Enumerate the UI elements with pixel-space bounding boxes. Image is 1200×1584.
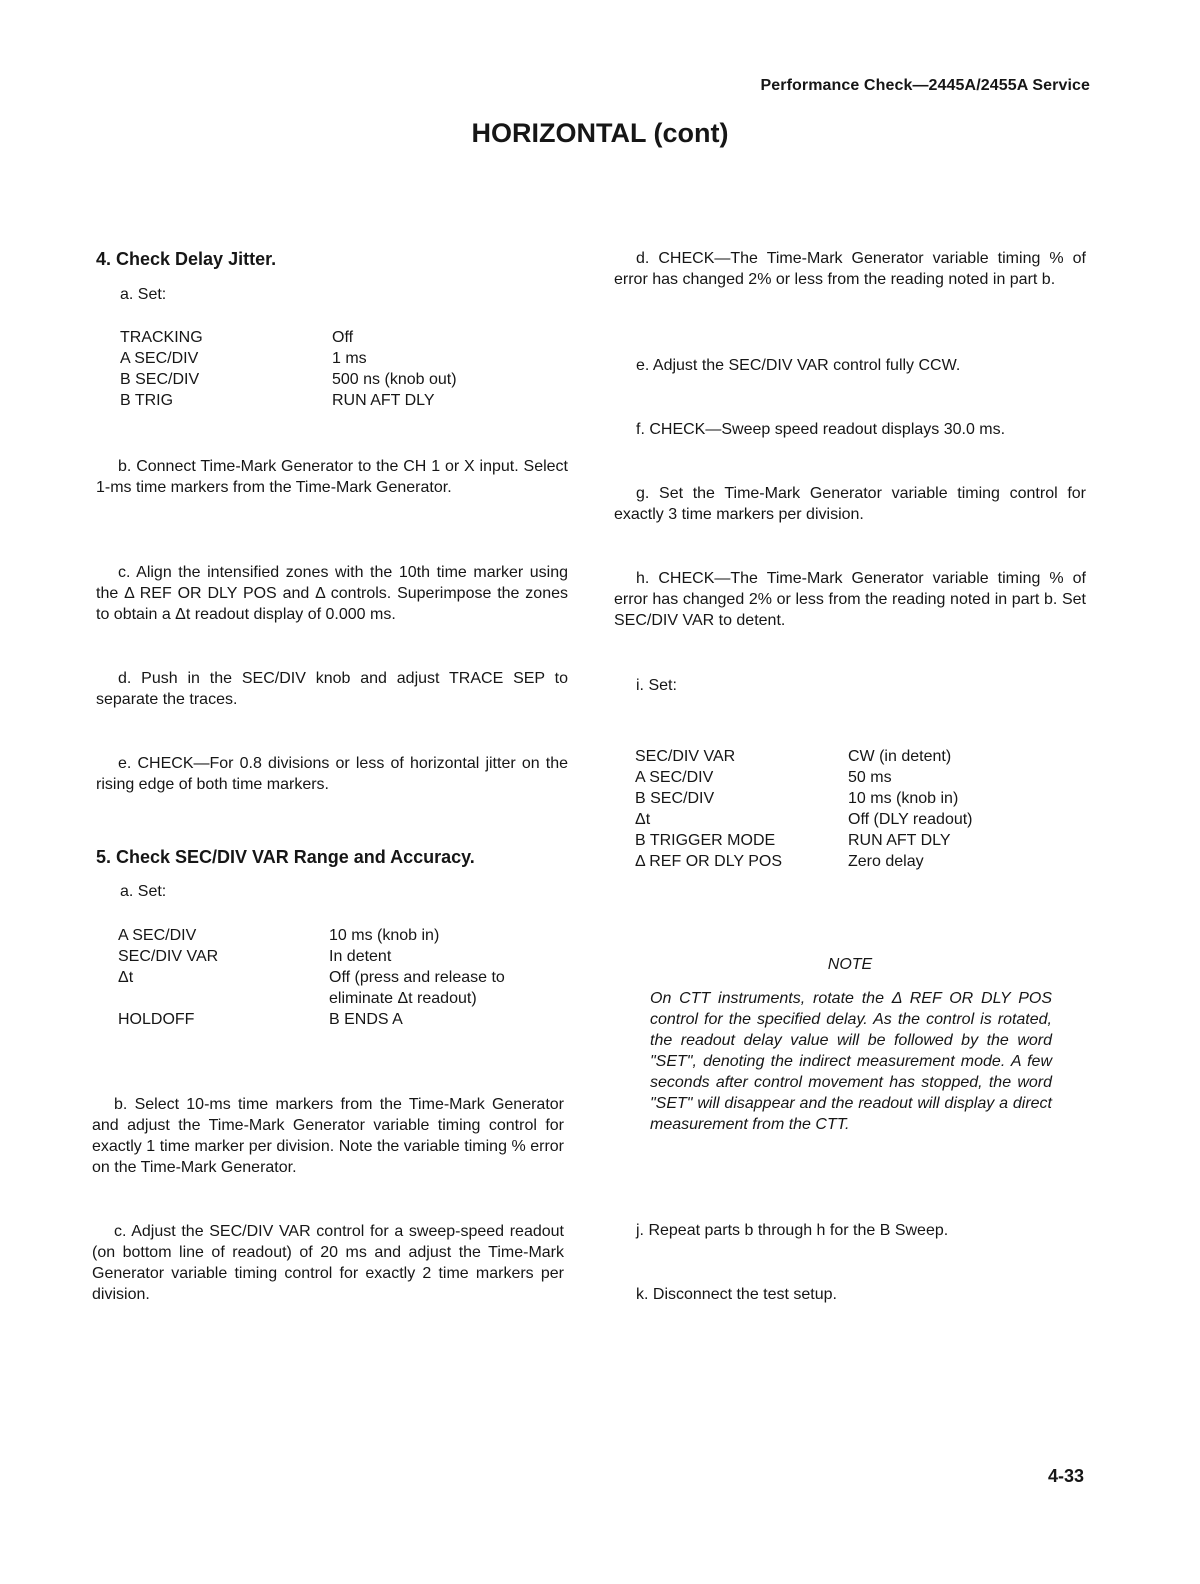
step-5b-paragraph: b. Select 10-ms time markers from the Time-Mark Generator and adjust the Time-Mark Generator variable timing control for exactly 1 time marker per division. Note the variable timing % error on the Time-Mark Generator. [92, 1096, 564, 1176]
setting-value: In detent [329, 948, 392, 965]
step-4a-settings-table [96, 327, 568, 411]
setting-name: SEC/DIV VAR [635, 748, 736, 765]
step-5d-paragraph: d. CHECK—The Time-Mark Generator variable timing % of error has changed 2% or less from the reading noted in part b. [614, 250, 1086, 288]
step-4c-paragraph: c. Align the intensified zones with the 10th time marker using the Δ REF OR DLY POS and Δ controls. Superimpose the zones to obtain a Δt readout display of 0.000 ms. [96, 564, 568, 623]
settings-row [118, 967, 568, 1009]
setting-value: 1 ms [332, 350, 367, 367]
setting-name: Δt [635, 811, 651, 828]
step-5g-paragraph: g. Set the Time-Mark Generator variable timing control for exactly 3 time markers per division. [614, 485, 1086, 523]
step-5h-paragraph: h. CHECK—The Time-Mark Generator variable timing % of error has changed 2% or less from the reading noted in part b. Set SEC/DIV VAR to detent. [614, 570, 1086, 629]
settings-row [635, 830, 1086, 851]
setting-value: CW (in detent) [848, 748, 952, 765]
note-title: NOTE [827, 956, 873, 973]
step-5a-settings-table [96, 925, 568, 1030]
settings-row [120, 327, 568, 348]
setting-value: Zero delay [848, 853, 924, 870]
settings-row [120, 348, 568, 369]
setting-name: Δ REF OR DLY POS [635, 853, 783, 870]
page-title: HORIZONTAL (cont) [471, 118, 729, 148]
step-5-heading: 5. Check SEC/DIV VAR Range and Accuracy. [96, 847, 475, 867]
step-4d-paragraph: d. Push in the SEC/DIV knob and adjust TRACE SEP to separate the traces. [96, 670, 568, 708]
setting-name: SEC/DIV VAR [118, 948, 219, 965]
setting-name: B SEC/DIV [635, 790, 715, 807]
settings-row [118, 946, 568, 967]
step-4-heading: 4. Check Delay Jitter. [96, 249, 277, 269]
setting-value: 50 ms [848, 769, 892, 786]
setting-value: 10 ms (knob in) [329, 927, 440, 944]
step-5i-label: i. Set: [636, 677, 677, 694]
settings-row [635, 767, 1086, 788]
step-5c-paragraph: c. Adjust the SEC/DIV VAR control for a sweep-speed readout (on bottom line of readout) of 20 ms and adjust the Time-Mark Generator variable timing control for exactly 2 time markers per division. [92, 1223, 564, 1303]
step-4e-paragraph: e. CHECK—For 0.8 divisions or less of horizontal jitter on the rising edge of both time markers. [96, 755, 568, 793]
setting-name: A SEC/DIV [118, 927, 197, 944]
setting-value: Off (press and release to eliminate Δt readout) [329, 969, 505, 1007]
setting-value: RUN AFT DLY [332, 392, 435, 409]
settings-row [120, 369, 568, 390]
setting-name: Δt [118, 969, 134, 986]
setting-name: B TRIG [120, 392, 174, 409]
running-head: Performance Check—2445A/2455A Service [760, 77, 1090, 94]
setting-name: A SEC/DIV [120, 350, 199, 367]
step-4b-paragraph: b. Connect Time-Mark Generator to the CH 1 or X input. Select 1-ms time markers from the Time-Mark Generator. [96, 458, 568, 496]
settings-row [120, 390, 568, 411]
setting-value: B ENDS A [329, 1011, 403, 1028]
step-5k-paragraph: k. Disconnect the test setup. [636, 1286, 837, 1303]
step-5f-paragraph: f. CHECK—Sweep speed readout displays 30.0 ms. [636, 421, 1006, 438]
page-number: 4-33 [1047, 1466, 1084, 1486]
setting-value: Off (DLY readout) [848, 811, 973, 828]
settings-row [635, 746, 1086, 767]
settings-row [635, 851, 1086, 872]
setting-name: B TRIGGER MODE [635, 832, 776, 849]
setting-value: 10 ms (knob in) [848, 790, 959, 807]
setting-value: RUN AFT DLY [848, 832, 951, 849]
step-5e-paragraph: e. Adjust the SEC/DIV VAR control fully CCW. [636, 357, 961, 374]
settings-row [118, 1009, 568, 1030]
setting-name: A SEC/DIV [635, 769, 714, 786]
setting-name: B SEC/DIV [120, 371, 200, 388]
step-5i-settings-table [614, 746, 1086, 872]
setting-name: HOLDOFF [118, 1011, 195, 1028]
setting-name: TRACKING [120, 329, 203, 346]
setting-value: Off [332, 329, 354, 346]
note-body: On CTT instruments, rotate the Δ REF OR DLY POS control for the specified delay. As the control is rotated, the readout delay value will be followed by the word "SET", denoting the indirect measurement mode. A few seconds after control movement has stopped, the word "SET" will disappear and the readout will display a direct measurement from the CTT. [650, 990, 1052, 1133]
settings-row [635, 809, 1086, 830]
step-4a-label: a. Set: [120, 286, 167, 303]
settings-row [118, 925, 568, 946]
step-5j-paragraph: j. Repeat parts b through h for the B Sweep. [636, 1222, 949, 1239]
settings-row [635, 788, 1086, 809]
setting-value: 500 ns (knob out) [332, 371, 457, 388]
step-5a-label: a. Set: [120, 883, 167, 900]
